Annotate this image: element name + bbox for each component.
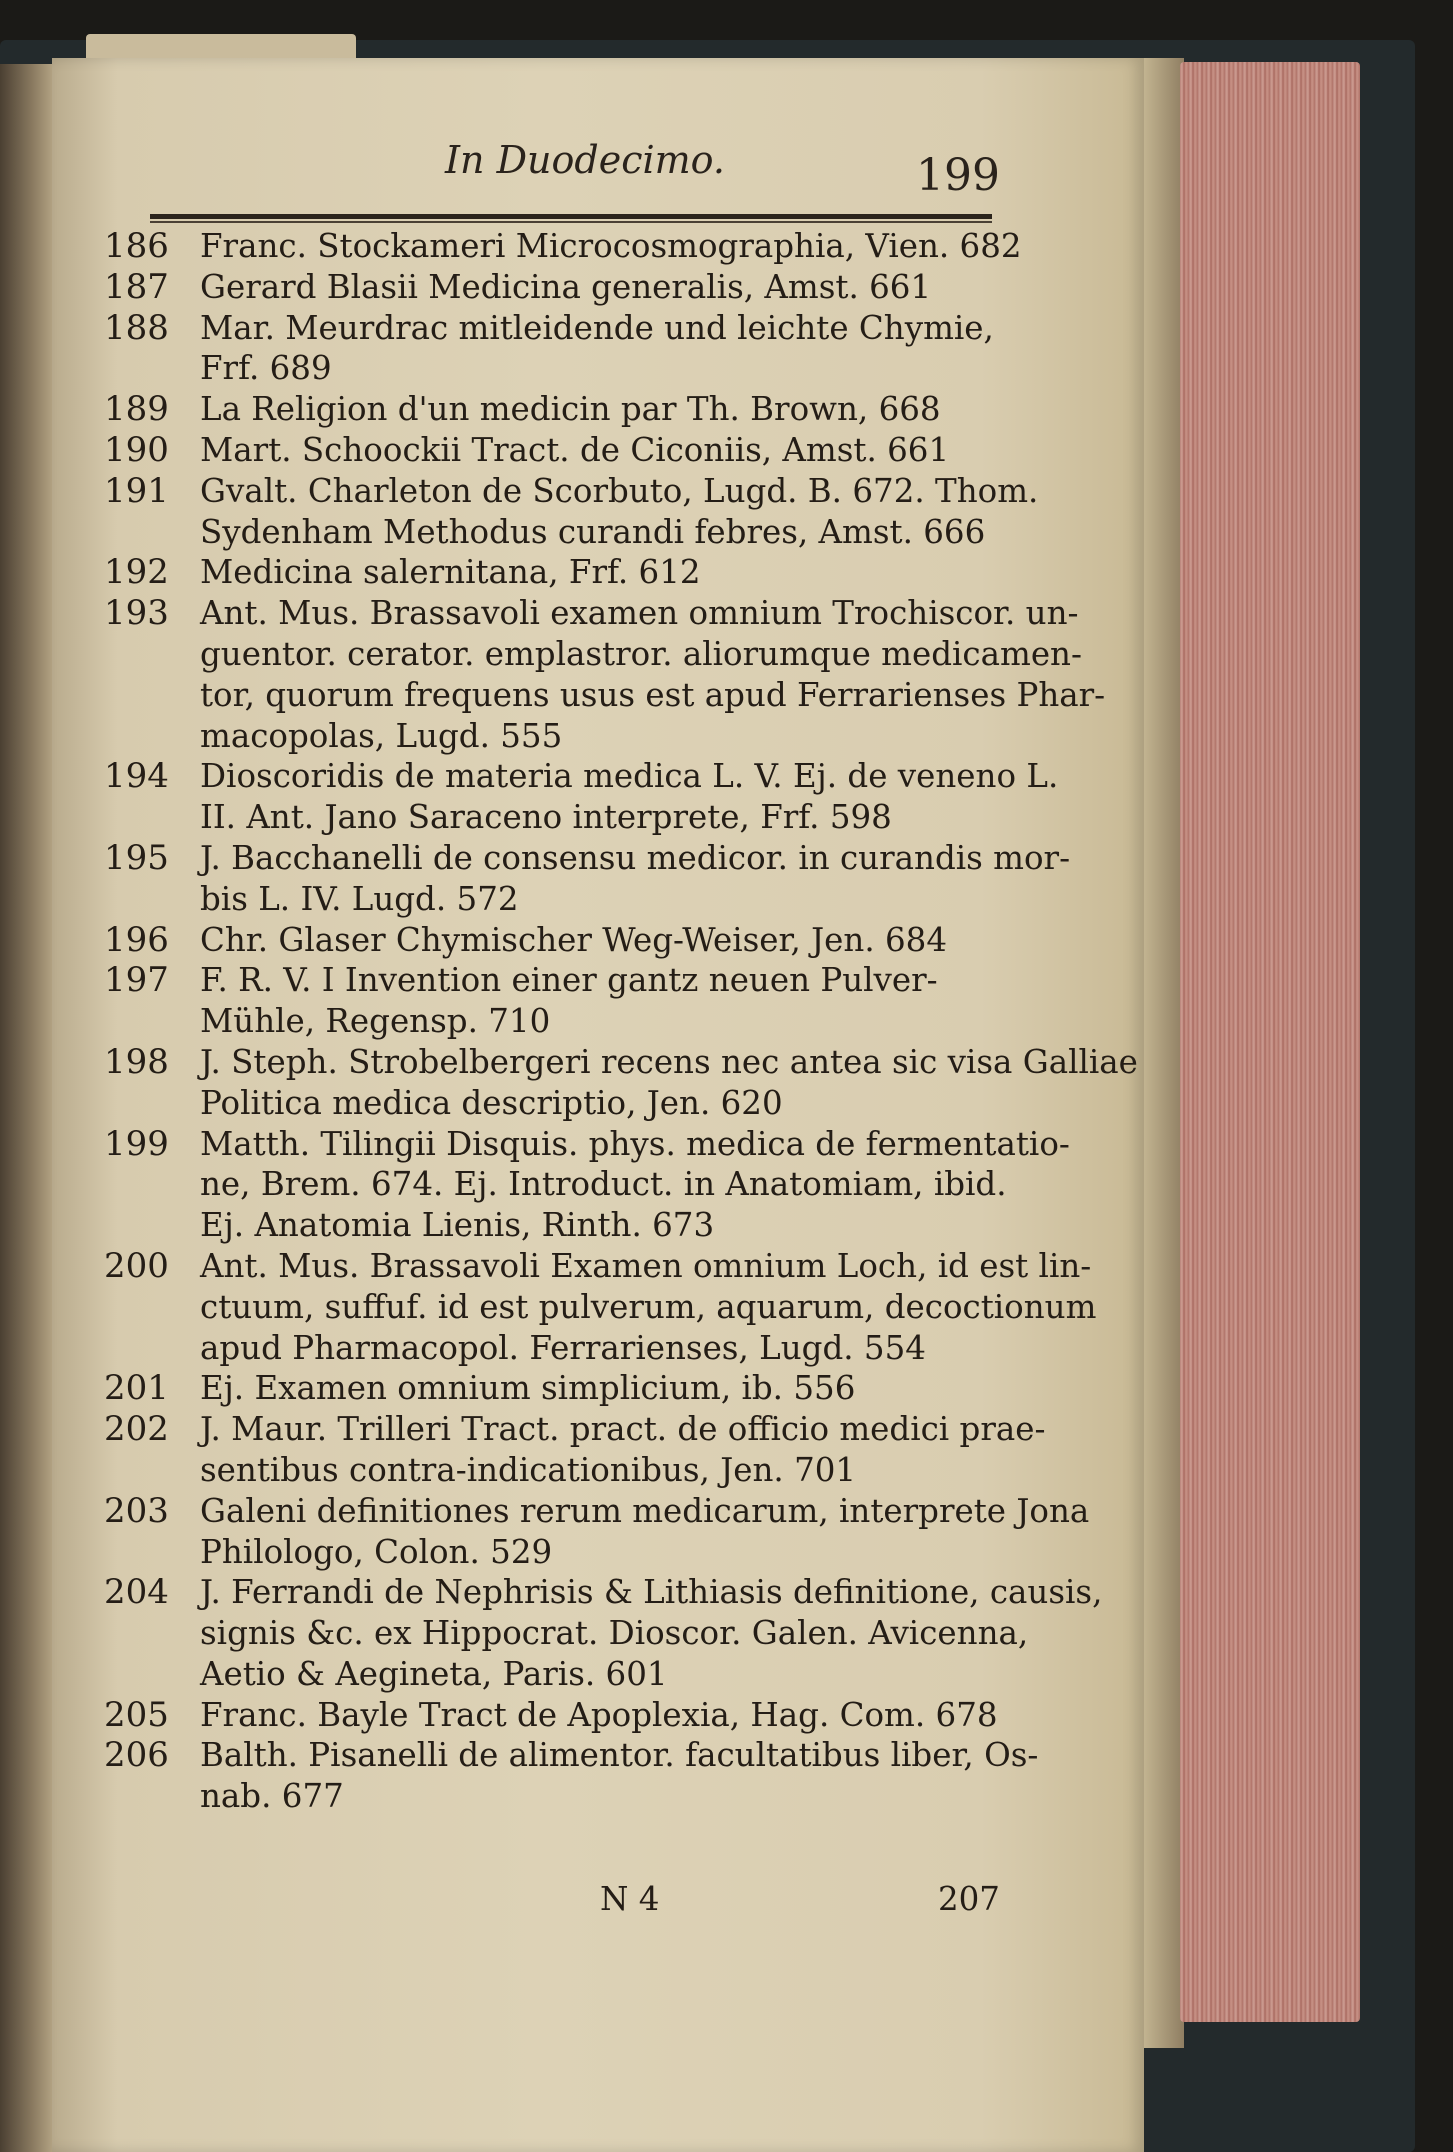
entry-line: sentibus contra-indicationibus, Jen. 701 [200,1450,857,1489]
catchword: 207 [937,1880,1000,1918]
entry-line: ctuum, suffuf. id est pulverum, aquarum, decoctionum [200,1287,1097,1326]
entry-line: Sydenham Methodus curandi febres, Amst. 666 [200,512,986,551]
entry-number: 186 [104,226,169,266]
entry-line: Aetio & Aegineta, Paris. 601 [200,1654,668,1693]
entry-line: Mühle, Regensp. 710 [200,1002,551,1041]
catalogue-entry [104,1368,1004,1409]
entry-line: Franc. Stockameri Microcosmographia, Vien. 682 [200,227,1022,265]
entry-number: 199 [104,1123,169,1164]
entry-line: Ant. Mus. Brassavoli examen omnium Trochiscor. un- [200,594,1079,633]
entry-number: 195 [104,837,169,878]
entry-line: Ej. Examen omnium simplicium, ib. 556 [200,1369,856,1408]
page-footer [200,1880,1000,1924]
catalogue-entry [104,470,1039,553]
catalogue-entries [104,226,1138,1817]
catalogue-entry [104,593,1106,756]
catalogue-entry [104,1572,1103,1694]
entry-line: Gvalt. Charleton de Scorbuto, Lugd. B. 672. Thom. [200,471,1039,510]
entry-line: apud Pharmacopol. Ferrarienses, Lugd. 554 [200,1328,926,1367]
catalogue-entry [104,1735,1039,1817]
catalogue-entry [104,430,1004,471]
entry-line: Mar. Meurdrac mitleidende und leichte Chymie, [200,308,994,347]
entry-line: Ant. Mus. Brassavoli Examen omnium Loch, id est lin- [200,1246,1092,1285]
entry-number: 204 [104,1572,169,1613]
entry-line: J. Bacchanelli de consensu medicor. in curandis mor- [200,838,1071,877]
entry-line: Gerard Blasii Medicina generalis, Amst. 661 [200,267,932,306]
running-title: In Duodecimo. [445,138,725,182]
entry-line: Galeni definitiones rerum medicarum, interprete Jona [200,1491,1090,1530]
entry-line: Dioscoridis de materia medica L. V. Ej. de veneno L. [200,757,1059,796]
entry-line: guentor. cerator. emplastror. aliorumque medicamen- [200,634,1082,673]
entry-number: 206 [104,1735,169,1776]
entry-line: bis L. IV. Lugd. 572 [200,879,519,918]
entry-number: 189 [104,389,169,430]
catalogue-entry [104,756,1059,838]
entry-line: Balth. Pisanelli de alimentor. facultatibus liber, Os- [200,1736,1039,1775]
entry-line: Chr. Glaser Chymischer Weg-Weiser, Jen. 684 [200,920,948,959]
page-gutter-shade [1140,58,1184,2048]
entry-line: J. Ferrandi de Nephrisis & Lithiasis definitione, causis, [200,1573,1103,1612]
header-rule-thin [150,221,992,223]
entry-line: tor, quorum frequens usus est apud Ferrarienses Phar- [200,675,1106,714]
left-page-edge [0,64,54,2152]
signature-mark: N 4 [600,1880,660,1918]
catalogue-entry [104,267,1004,308]
entry-number: 205 [104,1694,169,1735]
entry-number: 193 [104,593,169,634]
catalogue-entry [104,1041,1138,1124]
catalogue-entry [104,960,1004,1042]
entry-line: Politica medica descriptio, Jen. 620 [200,1083,783,1122]
catalogue-entry [104,1490,1090,1573]
entry-line: Frf. 689 [200,349,332,388]
entry-line: II. Ant. Jano Saraceno interprete, Frf. 598 [200,798,892,837]
entry-line: Philologo, Colon. 529 [200,1532,553,1571]
catalogue-entry [104,920,1004,961]
entry-line: J. Maur. Trilleri Tract. pract. de officio medici prae- [200,1410,1046,1449]
entry-line: macopolas, Lugd. 555 [200,716,563,755]
entry-number: 203 [104,1490,169,1531]
entry-number: 187 [104,266,169,307]
entry-number: 192 [104,552,169,593]
catalogue-entry [104,552,1004,593]
entry-number: 200 [104,1245,169,1286]
catalogue-entry [104,837,1071,920]
catalogue-entry [104,1245,1097,1368]
entry-line: F. R. V. I Invention einer gantz neuen Pulver- [200,961,938,1000]
header-rule [150,214,992,219]
entry-line: Medicina salernitana, Frf. 612 [200,553,701,592]
entry-number: 194 [104,756,169,797]
catalogue-entry [104,389,1004,430]
entry-line: La Religion d'un medicin par Th. Brown, 668 [200,390,941,429]
catalogue-entry [104,1695,1004,1736]
entry-line: Matth. Tilingii Disquis. phys. medica de fermentatio- [200,1124,1070,1163]
page-number: 199 [916,150,1000,201]
catalogue-entry [104,308,1004,390]
entry-number: 188 [104,307,169,348]
entry-line: J. Steph. Strobelbergeri recens nec antea sic visa Galliae [200,1042,1138,1081]
catalogue-entry [104,1409,1046,1491]
entry-line: Mart. Schoockii Tract. de Ciconiis, Amst. 661 [200,430,950,469]
entry-number: 198 [104,1041,169,1082]
catalogue-entry [104,1123,1070,1246]
entry-line: Franc. Bayle Tract de Apoplexia, Hag. Com. 678 [200,1695,998,1734]
entry-line: signis &c. ex Hippocrat. Dioscor. Galen. Avicenna, [200,1614,1029,1653]
entry-number: 190 [104,429,169,470]
catalogue-entry [104,226,1022,267]
entry-line: nab. 677 [200,1777,344,1816]
entry-number: 202 [104,1409,169,1450]
red-fore-edge [1180,62,1360,2022]
entry-number: 201 [104,1368,169,1409]
entry-number: 196 [104,919,169,960]
entry-line: Ej. Anatomia Lienis, Rinth. 673 [200,1206,715,1245]
entry-number: 197 [104,960,169,1001]
entry-line: ne, Brem. 674. Ej. Introduct. in Anatomiam, ibid. [200,1165,1007,1204]
entry-number: 191 [104,470,169,511]
